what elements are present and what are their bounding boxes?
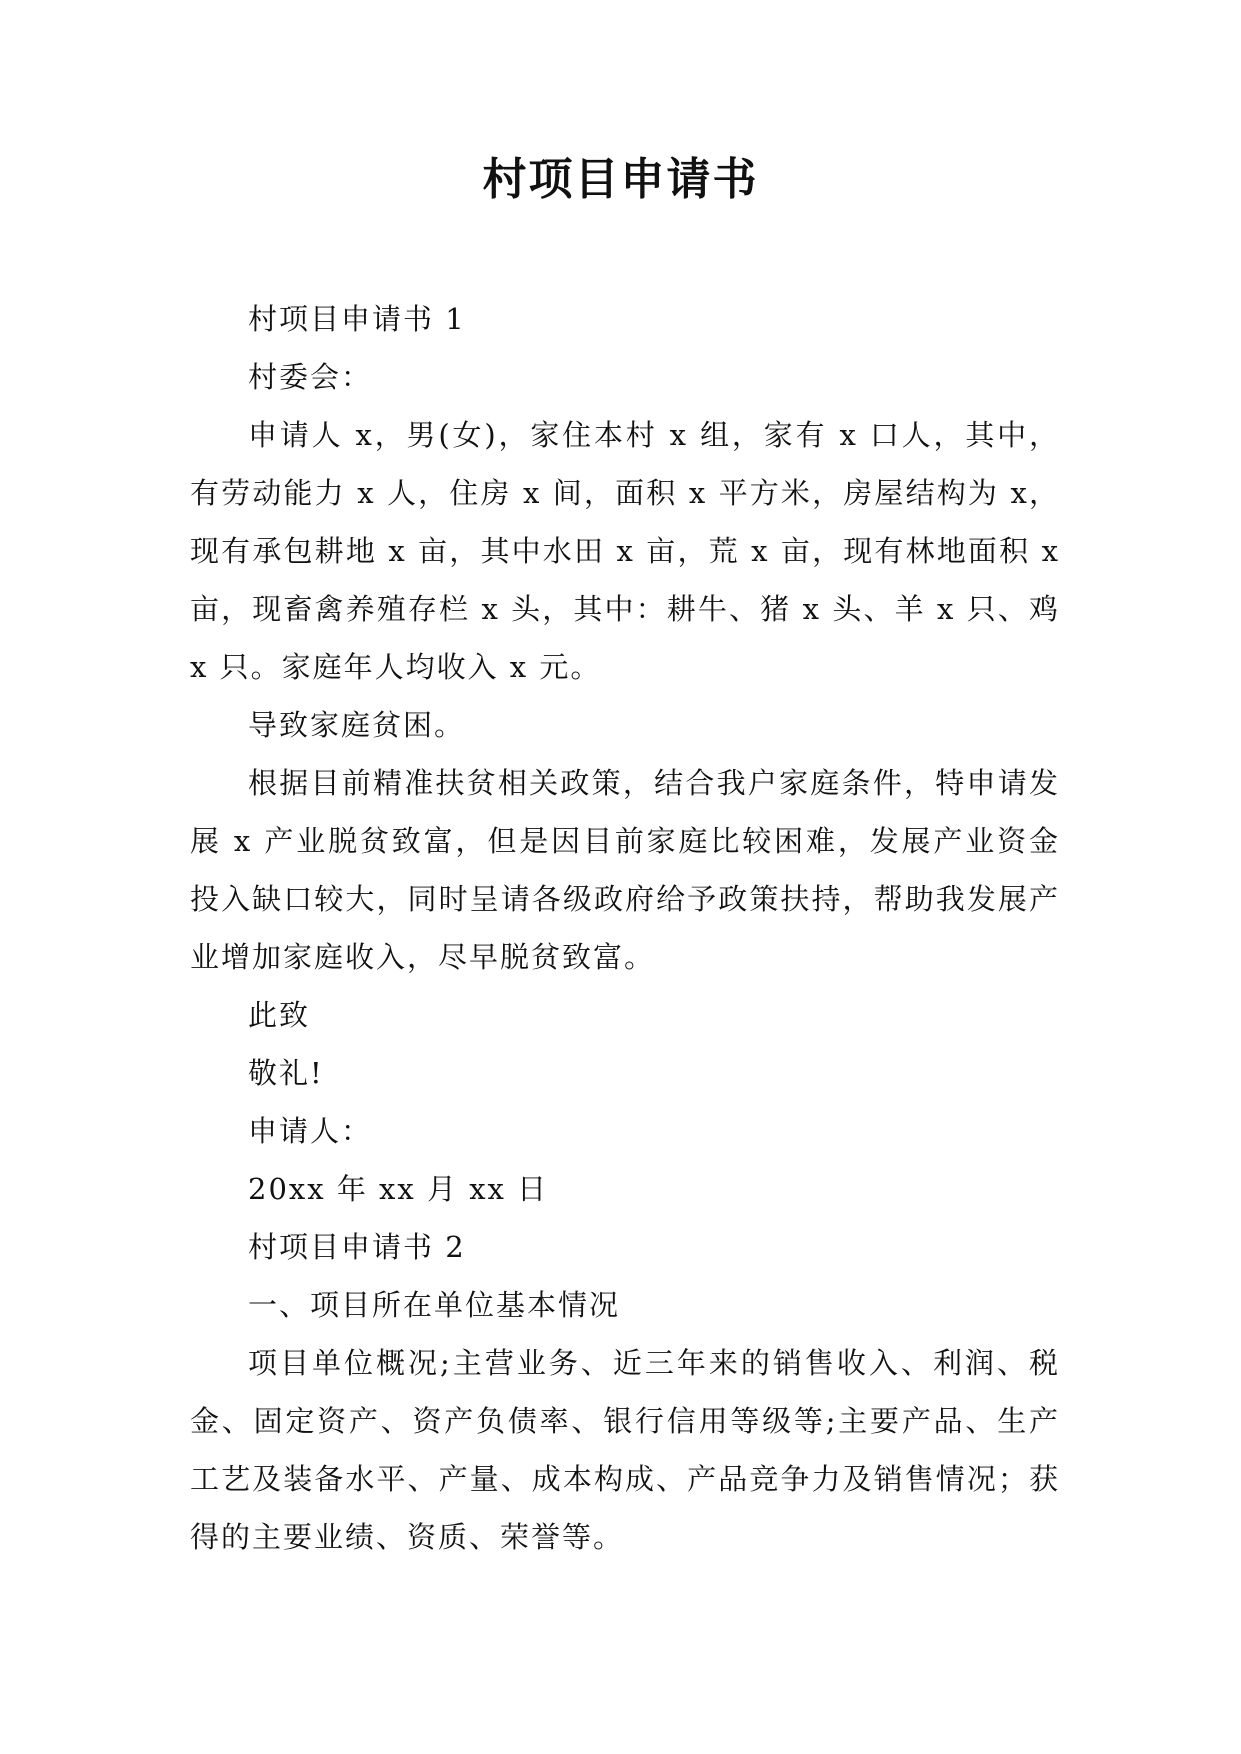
paragraph-closing-2: 敬礼!: [248, 1056, 324, 1090]
paragraph-section-heading-1: 村项目申请书 1: [248, 302, 466, 336]
paragraph-poverty-cause: 导致家庭贫困。: [248, 708, 466, 742]
paragraph-applicant-info: 申请人 x，男(女)，家住本村 x 组，家有 x 口人，其中，有劳动能力 x 人，住房 x 间，面积 x 平方米，房屋结构为 x，现有承包耕地 x 亩，其中水田 x 亩，荒 x 亩，现有林地面积 x 亩，现畜禽养殖存栏 x 头，其中：耕牛、猪 x 头、羊 x 只、鸡 x 只。家庭年人均收入 x 元。: [190, 418, 1060, 684]
paragraph-request: 根据目前精准扶贫相关政策，结合我户家庭条件，特申请发展 x 产业脱贫致富，但是因目前家庭比较困难，发展产业资金投入缺口较大，同时呈请各级政府给予政策扶持，帮助我发展产业增加家庭收入，尽早脱贫致富。: [190, 766, 1060, 974]
paragraph-signature-label: 申请人：: [248, 1114, 373, 1148]
document-title: 村项目申请书: [482, 154, 759, 205]
paragraph-date: 20xx 年 xx 月 xx 日: [248, 1172, 549, 1206]
paragraph-section-heading-2: 村项目申请书 2: [248, 1230, 466, 1264]
paragraph-salutation: 村委会：: [248, 360, 373, 394]
document-body: [190, 290, 1060, 1566]
paragraph-closing-1: 此致: [248, 998, 311, 1032]
paragraph-subheading: 一、项目所在单位基本情况: [248, 1288, 621, 1322]
paragraph-unit-overview: 项目单位概况;主营业务、近三年来的销售收入、利润、税金、固定资产、资产负债率、银行信用等级等;主要产品、生产工艺及装备水平、产量、成本构成、产品竞争力及销售情况；获得的主要业绩、资质、荣誉等。: [190, 1346, 1060, 1554]
